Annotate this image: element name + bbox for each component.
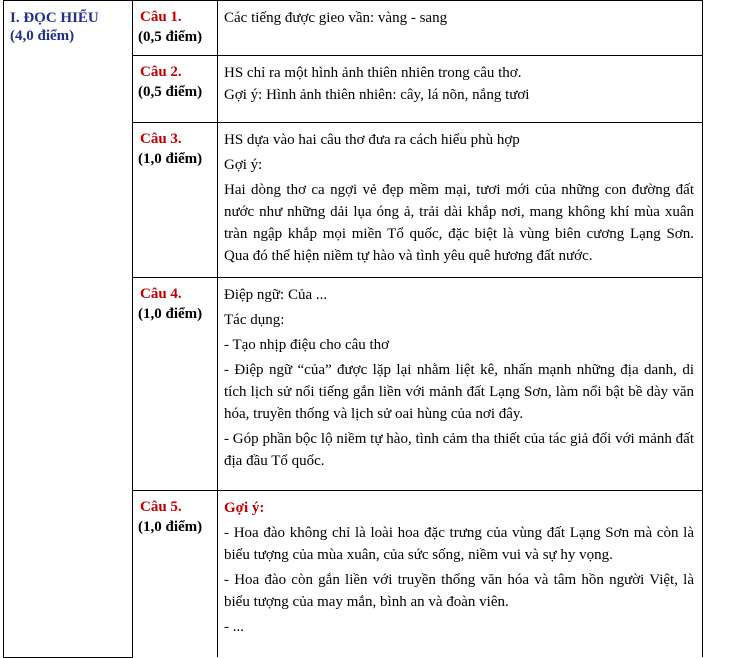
answer-line: Hai dòng thơ ca ngợi vẻ đẹp mềm mại, tươi mới của những con đường đất nước như những dải lụa óng ả, trải dài khắp nơi, mang không khí mùa xuân tràn ngập khắp mọi miền Tổ quốc, đặc biệt là vùng biên cương Lạng Sơn. Qua đó thể hiện niềm tự hào và tình yêu quê hương đất nước. — [224, 182, 694, 264]
answer-cell — [218, 56, 703, 123]
answer-line: HS chỉ ra một hình ảnh thiên nhiên trong câu thơ. — [224, 65, 522, 81]
answer-line: - Góp phần bộc lộ niềm tự hào, tình cảm tha thiết của tác giả đối với mảnh đất địa đầu Tổ quốc. — [224, 431, 694, 469]
answer-line: Điệp ngữ: Của ... — [224, 287, 328, 303]
question-points: (1,0 điểm) — [138, 519, 203, 535]
question-points: (0,5 điểm) — [138, 84, 203, 100]
question-cell — [133, 278, 218, 491]
question-cell — [133, 123, 218, 278]
question-points: (1,0 điểm) — [138, 306, 203, 322]
section-points: (4,0 điểm) — [10, 28, 75, 44]
answer-line: Gợi ý: Hình ảnh thiên nhiên: cây, lá nõn, nắng tươi — [224, 87, 530, 103]
answer-cell — [218, 278, 703, 491]
section-cell — [4, 1, 133, 658]
answer-line: - Hoa đào không chỉ là loài hoa đặc trưng của vùng đất Lạng Sơn mà còn là biểu tượng của mùa xuân, của sức sống, niềm vui và sự hy vọng. — [224, 525, 694, 563]
answer-cell — [218, 1, 703, 56]
answer-line: HS dựa vào hai câu thơ đưa ra cách hiểu phù hợp — [224, 132, 520, 148]
question-cell — [133, 56, 218, 123]
table-row — [4, 1, 703, 56]
question-cell — [133, 491, 218, 658]
hint-label: Gợi ý: — [224, 500, 265, 516]
question-title: Câu 4. — [140, 286, 182, 302]
answer-cell — [218, 491, 703, 658]
answer-line: - Tạo nhịp điệu cho câu thơ — [224, 337, 390, 353]
answer-line: Các tiếng được gieo vần: vàng - sang — [224, 10, 448, 26]
answer-line: - Hoa đào còn gắn liền với truyền thống văn hóa và tâm hồn người Việt, là biểu tượng của may mắn, bình an và đoàn viên. — [224, 572, 694, 610]
answer-cell — [218, 123, 703, 278]
answer-line: Tác dụng: — [224, 312, 285, 328]
question-title: Câu 2. — [140, 64, 182, 80]
question-cell — [133, 1, 218, 56]
question-title: Câu 5. — [140, 499, 182, 515]
answer-table — [3, 0, 703, 658]
section-title: I. ĐỌC HIỂU — [10, 10, 99, 26]
answer-line: - ... — [224, 619, 244, 635]
answer-line: - Điệp ngữ “của” được lặp lại nhằm liệt kê, nhấn mạnh những địa danh, di tích lịch sử nổi tiếng gắn liền với mảnh đất Lạng Sơn, làm nổi bật bề dày văn hóa, truyền thống và lịch sử oai hùng của nơi đây. — [224, 362, 694, 422]
answer-line: Gợi ý: — [224, 157, 263, 173]
question-title: Câu 3. — [140, 131, 182, 147]
question-points: (0,5 điểm) — [138, 29, 203, 45]
question-title: Câu 1. — [140, 9, 182, 25]
question-points: (1,0 điểm) — [138, 151, 203, 167]
